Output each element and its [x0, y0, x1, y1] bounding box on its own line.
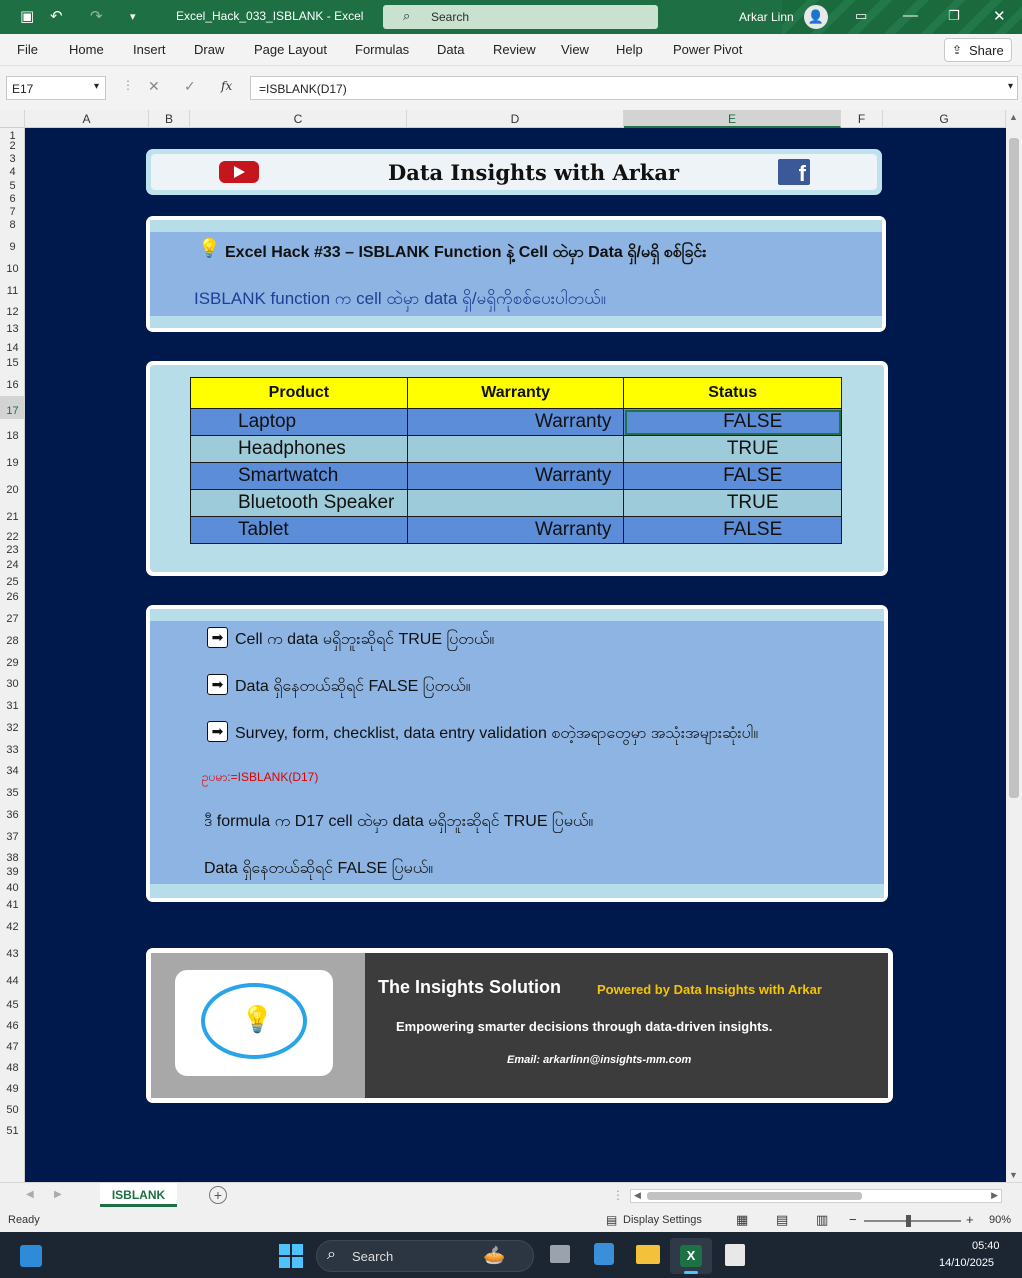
table-row — [191, 436, 842, 463]
row-header[interactable]: 2 — [9, 140, 16, 152]
redo-icon[interactable]: ↷ — [90, 8, 103, 25]
insert-function-icon[interactable]: fx — [221, 79, 233, 93]
scroll-up-icon[interactable]: ▲ — [1009, 112, 1018, 122]
avatar[interactable]: 👤 — [804, 5, 828, 29]
normal-view-icon[interactable]: ▦ — [736, 1212, 749, 1227]
header-warranty[interactable]: Warranty — [407, 378, 624, 409]
select-all-corner[interactable] — [0, 110, 25, 128]
cell-warranty[interactable] — [407, 436, 624, 463]
tab-insert[interactable]: Insert — [133, 42, 166, 57]
column-header[interactable]: A — [25, 110, 149, 128]
scroll-right-icon[interactable]: ▶ — [991, 1190, 998, 1200]
formula-bar — [0, 66, 1022, 110]
row-header[interactable]: 27 — [6, 613, 19, 625]
display-settings-label[interactable]: Display Settings — [623, 1214, 702, 1226]
lightbulb-icon: 💡 — [198, 238, 221, 258]
file-explorer-icon[interactable] — [636, 1245, 660, 1264]
row-header[interactable]: 1 — [9, 130, 16, 142]
active-indicator — [684, 1271, 698, 1274]
cell-status[interactable]: FALSE — [624, 463, 842, 490]
header-product[interactable]: Product — [191, 378, 408, 409]
more-icon: ⋮ — [122, 78, 134, 92]
document-title: Excel_Hack_033_ISBLANK - Excel — [176, 9, 364, 23]
table-header-row — [191, 378, 842, 409]
tab-review[interactable]: Review — [493, 42, 536, 57]
cell-product[interactable]: Tablet — [191, 517, 408, 544]
row-header[interactable]: 22 — [6, 531, 19, 543]
share-label: Share — [969, 43, 1004, 58]
row-header[interactable]: 37 — [6, 831, 19, 843]
taskbar-search-placeholder: Search — [352, 1249, 394, 1264]
footer-email: Email: arkarlinn@insights-mm.com — [507, 1054, 692, 1066]
hack-heading: Excel Hack #33 – ISBLANK Function နဲ့ Cell ထဲမှာ Data ရှိ/မရှိ စစ်ခြင်း — [225, 244, 707, 261]
row-header[interactable]: 34 — [6, 765, 19, 777]
row-header[interactable]: 21 — [6, 511, 19, 523]
customize-toolbar-icon[interactable]: ▾ — [130, 11, 136, 23]
row-header[interactable]: 23 — [6, 544, 19, 556]
row-header[interactable]: 4 — [9, 166, 16, 178]
table-row — [191, 409, 842, 436]
expand-formula-icon[interactable]: ▾ — [1007, 81, 1013, 92]
play-triangle — [234, 166, 245, 178]
row-header[interactable]: 47 — [6, 1041, 19, 1053]
tab-home[interactable]: Home — [69, 42, 104, 57]
zoom-out-icon[interactable]: − — [849, 1212, 857, 1227]
ribbon-display-icon[interactable]: ▭ — [855, 8, 868, 23]
row-header[interactable]: 12 — [6, 306, 19, 318]
row-header[interactable]: 19 — [6, 457, 19, 469]
row-header[interactable]: 17 — [0, 396, 25, 419]
row-header[interactable]: 18 — [6, 430, 19, 442]
row-header[interactable]: 5 — [9, 180, 16, 192]
search-box[interactable] — [383, 5, 658, 29]
minimize-icon[interactable]: — — [903, 7, 918, 24]
cell-reference: E17 — [12, 82, 34, 96]
sheet-tab-isblank[interactable]: ISBLANK — [100, 1183, 177, 1207]
tab-data[interactable]: Data — [437, 42, 465, 57]
footer-powered-by: Powered by Data Insights with Arkar — [597, 982, 822, 997]
tab-formulas[interactable]: Formulas — [355, 42, 410, 57]
status-bar — [0, 1210, 1022, 1232]
scroll-thumb[interactable] — [1009, 138, 1019, 798]
row-header[interactable]: 43 — [6, 948, 19, 960]
cell-product[interactable]: Smartwatch — [191, 463, 408, 490]
row-header[interactable]: 33 — [6, 744, 19, 756]
row-header[interactable]: 14 — [6, 342, 19, 354]
column-header-active[interactable]: E — [624, 110, 841, 128]
excel-taskbar-button[interactable] — [670, 1238, 712, 1274]
chevron-down-icon[interactable]: ▾ — [93, 81, 99, 92]
row-header[interactable]: 29 — [6, 657, 19, 669]
row-header[interactable]: 9 — [9, 241, 16, 253]
footer-brand: The Insights Solution — [378, 977, 561, 997]
logo-frame — [175, 970, 333, 1076]
vertical-scrollbar[interactable] — [1006, 110, 1022, 1182]
cell-warranty[interactable]: Warranty — [407, 409, 624, 436]
cell-status[interactable]: TRUE — [624, 490, 842, 517]
banner-title: Data Insights with Arkar — [388, 160, 680, 185]
row-header[interactable]: 41 — [6, 899, 19, 911]
column-headers — [0, 110, 1006, 128]
tab-draw[interactable]: Draw — [194, 42, 225, 57]
note-bullet-2: Data ရှိနေတယ်ဆိုရင် FALSE ပြတယ်။ — [235, 678, 471, 695]
cell-warranty[interactable]: Warranty — [407, 463, 624, 490]
page-layout-view-icon[interactable]: ▤ — [776, 1212, 789, 1227]
row-header[interactable]: 28 — [6, 635, 19, 647]
note-bullet-1: Cell က data မရှိဘူးဆိုရင် TRUE ပြတယ်။ — [235, 631, 495, 648]
search-highlight-icon: 🥧 — [483, 1245, 506, 1265]
enter-icon[interactable]: ✓ — [184, 78, 196, 94]
search-placeholder: Search — [431, 10, 470, 24]
product-table — [190, 377, 842, 544]
row-header[interactable]: 48 — [6, 1062, 19, 1074]
note-line-1: ဒီ formula က D17 cell ထဲမှာ data မရှိဘူးဆိုရင် TRUE ပြမယ်။ — [204, 813, 594, 830]
name-box[interactable] — [6, 76, 106, 100]
add-sheet-icon[interactable]: + — [209, 1186, 227, 1204]
page-break-view-icon[interactable]: ▥ — [816, 1212, 829, 1227]
row-header[interactable]: 8 — [9, 219, 16, 231]
hack-card — [146, 216, 886, 332]
row-header[interactable]: 51 — [6, 1125, 19, 1137]
title-bar — [0, 0, 1022, 34]
column-header[interactable]: F — [841, 110, 883, 128]
cell-product[interactable]: Laptop — [191, 409, 408, 436]
lightbulb-logo-icon: 💡 — [241, 1004, 274, 1034]
row-header[interactable]: 39 — [6, 866, 19, 878]
row-header[interactable]: 35 — [6, 787, 19, 799]
windows-taskbar — [0, 1232, 1022, 1278]
tab-file[interactable]: File — [17, 42, 38, 57]
row-header[interactable]: 20 — [6, 484, 19, 496]
splitter-icon[interactable]: ⋮ — [612, 1188, 624, 1202]
zoom-slider[interactable] — [864, 1220, 961, 1222]
ribbon-tabs — [0, 34, 1022, 66]
footer-card — [146, 948, 893, 1103]
hack-subtitle: ISBLANK function က cell ထဲမှာ data ရှိ/မရှိကိုစစ်ပေးပါတယ်။ — [194, 289, 606, 308]
undo-icon[interactable]: ↶ — [50, 8, 63, 25]
snipping-tool-icon[interactable] — [725, 1244, 745, 1266]
autosave-icon[interactable]: ▣ — [20, 8, 35, 25]
row-header[interactable]: 30 — [6, 678, 19, 690]
footer-tagline: Empowering smarter decisions through data-driven insights. — [396, 1019, 773, 1034]
clock-date[interactable]: 14/10/2025 — [939, 1257, 995, 1269]
row-header[interactable]: 10 — [6, 263, 19, 275]
row-header[interactable]: 16 — [6, 379, 19, 391]
arrow-right-icon: ➡ — [207, 721, 228, 742]
start-icon[interactable] — [279, 1244, 303, 1268]
status-ready: Ready — [8, 1214, 40, 1226]
column-header[interactable]: G — [883, 110, 1006, 128]
h-scroll-thumb[interactable] — [647, 1192, 862, 1200]
widgets-icon[interactable] — [20, 1245, 42, 1267]
row-header[interactable]: 25 — [6, 576, 19, 588]
youtube-icon — [219, 161, 259, 183]
formula-text: =ISBLANK(D17) — [259, 82, 347, 96]
column-header[interactable]: C — [190, 110, 407, 128]
banner-card — [146, 149, 882, 195]
column-header[interactable]: D — [407, 110, 624, 128]
cell-warranty[interactable] — [407, 490, 624, 517]
header-status[interactable]: Status — [624, 378, 842, 409]
row-header[interactable]: 42 — [6, 921, 19, 933]
notes-card-body — [150, 621, 884, 884]
clock-time[interactable]: 05:40 — [972, 1240, 1000, 1252]
example-formula: ဥပမာ:=ISBLANK(D17) — [202, 770, 319, 784]
row-header[interactable]: 6 — [9, 193, 16, 205]
row-header[interactable]: 15 — [6, 357, 19, 369]
row-header[interactable]: 24 — [6, 559, 19, 571]
note-line-2: Data ရှိနေတယ်ဆိုရင် FALSE ပြမယ်။ — [204, 860, 434, 877]
row-header[interactable]: 50 — [6, 1104, 19, 1116]
tab-power-pivot[interactable]: Power Pivot — [673, 42, 743, 57]
taskbar-search[interactable] — [316, 1240, 534, 1272]
zoom-slider-thumb[interactable] — [906, 1215, 911, 1227]
row-header[interactable]: 11 — [6, 285, 19, 297]
row-header[interactable]: 26 — [6, 591, 19, 603]
cell-status-selected[interactable]: FALSE — [624, 409, 842, 436]
file-manager-icon[interactable] — [594, 1243, 614, 1265]
share-button[interactable] — [944, 38, 1012, 62]
tab-prev-icon[interactable]: ◀ — [26, 1189, 34, 1200]
row-header[interactable]: 49 — [6, 1083, 19, 1095]
formula-input[interactable] — [250, 76, 1018, 100]
tab-help[interactable]: Help — [616, 42, 643, 57]
excel-icon: X — [680, 1245, 702, 1267]
facebook-icon: f — [778, 159, 810, 185]
table-row — [191, 490, 842, 517]
arrow-right-icon: ➡ — [207, 674, 228, 695]
display-settings-icon[interactable]: ▤ — [606, 1213, 618, 1227]
taskbar-search-icon: ⌕ — [327, 1246, 336, 1263]
tab-view[interactable]: View — [561, 42, 589, 57]
row-header[interactable]: 46 — [6, 1020, 19, 1032]
table-row — [191, 517, 842, 544]
note-bullet-3: Survey, form, checklist, data entry validation စတဲ့အရာတွေမှာ အသုံးအများဆုံးပါ။ — [235, 725, 759, 742]
scroll-left-icon[interactable]: ◀ — [634, 1190, 641, 1200]
row-header[interactable]: 3 — [9, 153, 16, 165]
row-header[interactable]: 36 — [6, 809, 19, 821]
arrow-right-icon: ➡ — [207, 627, 228, 648]
column-header[interactable]: B — [149, 110, 190, 128]
row-header[interactable]: 13 — [6, 323, 19, 335]
zoom-level[interactable]: 90% — [989, 1214, 1012, 1226]
zoom-in-icon[interactable]: + — [966, 1212, 974, 1227]
cell-product[interactable]: Bluetooth Speaker — [191, 490, 408, 517]
row-header[interactable]: 7 — [9, 206, 16, 218]
row-headers — [0, 128, 25, 1182]
cancel-icon[interactable]: ✕ — [148, 78, 160, 94]
cell-warranty[interactable]: Warranty — [407, 517, 624, 544]
row-header[interactable]: 44 — [6, 975, 19, 987]
scroll-down-icon[interactable]: ▼ — [1009, 1170, 1018, 1180]
task-view-icon[interactable] — [550, 1245, 570, 1263]
restore-icon[interactable]: ❐ — [948, 8, 960, 23]
tab-page-layout[interactable]: Page Layout — [254, 42, 328, 57]
cell-status[interactable]: TRUE — [624, 436, 842, 463]
search-icon: ⌕ — [403, 8, 411, 23]
tab-next-icon[interactable]: ▶ — [54, 1189, 62, 1200]
table-row — [191, 463, 842, 490]
worksheet-grid[interactable] — [25, 128, 1006, 1182]
cell-product[interactable]: Headphones — [191, 436, 408, 463]
row-header[interactable]: 38 — [6, 852, 19, 864]
horizontal-scrollbar[interactable] — [630, 1189, 1002, 1203]
row-header[interactable]: 32 — [6, 722, 19, 734]
close-icon[interactable]: ✕ — [993, 8, 1006, 25]
row-header[interactable]: 45 — [6, 999, 19, 1011]
sheet-tabs-bar — [0, 1182, 1022, 1210]
cell-status[interactable]: FALSE — [624, 517, 842, 544]
share-icon: ⇪ — [952, 43, 963, 57]
row-header[interactable]: 40 — [6, 882, 19, 894]
user-name[interactable]: Arkar Linn — [739, 10, 794, 24]
row-header[interactable]: 31 — [6, 700, 19, 712]
